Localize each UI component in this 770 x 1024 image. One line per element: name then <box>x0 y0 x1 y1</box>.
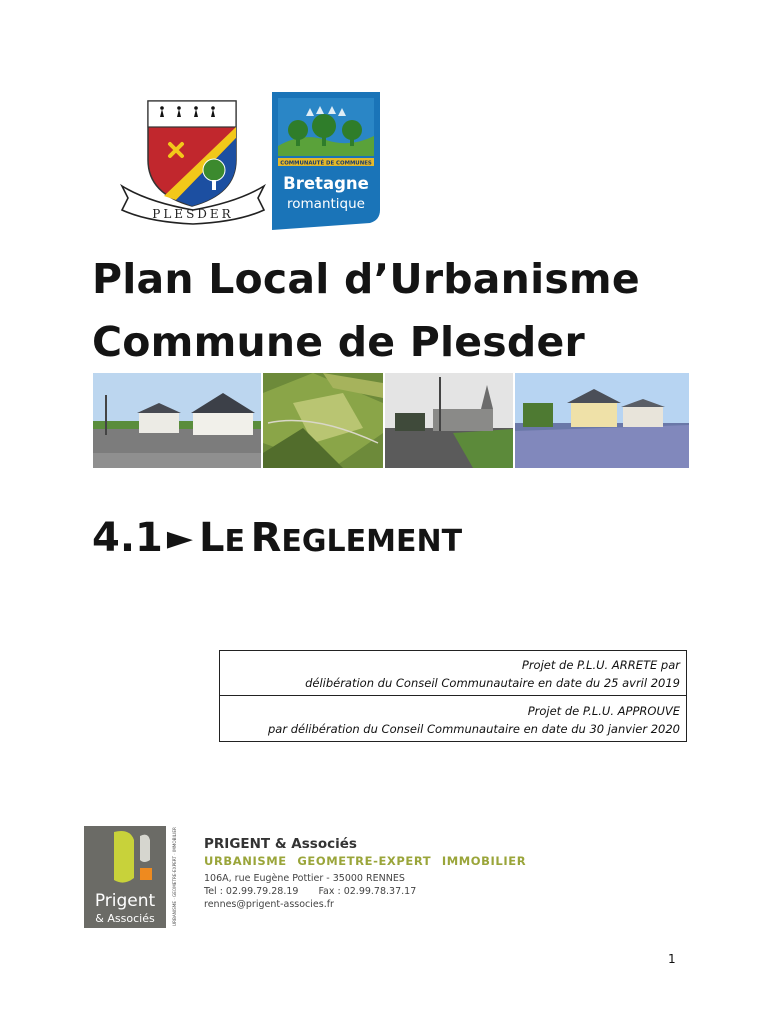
section-title-r-cap: R <box>250 515 282 561</box>
approuve-row <box>220 697 686 742</box>
banner-text: PLESDER <box>152 207 234 221</box>
logo-associes-text: & Associés <box>95 912 155 925</box>
company-name: PRIGENT & Associés <box>204 836 357 852</box>
company-tel: Tel : 02.99.79.28.19 <box>204 886 299 897</box>
section-title-l-rest: E <box>224 524 246 559</box>
document-title-line-1: Plan Local d’Urbanisme <box>92 255 640 303</box>
partner-title: Bretagne <box>283 174 369 193</box>
company-fax: Fax : 02.99.78.37.17 <box>318 886 417 897</box>
page-number: 1 <box>668 952 676 966</box>
photo-house-meadow <box>515 373 689 468</box>
arrow-right-icon: ► <box>166 518 194 558</box>
section-title-r-rest: EGLEMENT <box>281 524 463 559</box>
partner-subtitle: COMMUNAUTÉ DE COMMUNES <box>280 160 372 167</box>
company-info <box>204 836 526 911</box>
section-title-l-cap: L <box>199 515 225 561</box>
logo-prigent-text: Prigent <box>94 891 156 911</box>
prigent-associes-logo <box>84 826 180 928</box>
arrete-row <box>220 651 686 696</box>
approval-info-box <box>219 650 687 742</box>
photo-village-street <box>93 373 261 468</box>
approuve-title: Projet de P.L.U. APPROUVE <box>527 704 680 718</box>
photo-strip <box>93 373 689 468</box>
logo-vertical-text: URBANISME · GEOMETRE-EXPERT · IMMOBILIER <box>172 827 177 926</box>
company-phone-fax <box>204 885 526 898</box>
section-heading <box>92 515 462 561</box>
company-email[interactable]: rennes@prigent-associes.fr <box>204 899 334 910</box>
partner-title-2: romantique <box>287 196 365 212</box>
company-address: 106A, rue Eugène Pottier - 35000 RENNES <box>204 873 405 884</box>
bretagne-romantique-logo <box>272 92 380 230</box>
company-services: URBANISME GEOMETRE-EXPERT IMMOBILIER <box>204 854 527 868</box>
arrete-detail: délibération du Conseil Communautaire en date du 25 avril 2019 <box>305 676 680 690</box>
approuve-detail: par délibération du Conseil Communautaire en date du 30 janvier 2020 <box>267 722 680 736</box>
photo-aerial-view <box>263 373 383 468</box>
photo-church-street <box>385 373 513 468</box>
arrete-title: Projet de P.L.U. ARRETE par <box>521 658 680 672</box>
section-number: 4.1 <box>92 515 163 561</box>
document-title-line-2: Commune de Plesder <box>92 318 585 366</box>
plesder-coat-of-arms-logo <box>118 98 268 228</box>
